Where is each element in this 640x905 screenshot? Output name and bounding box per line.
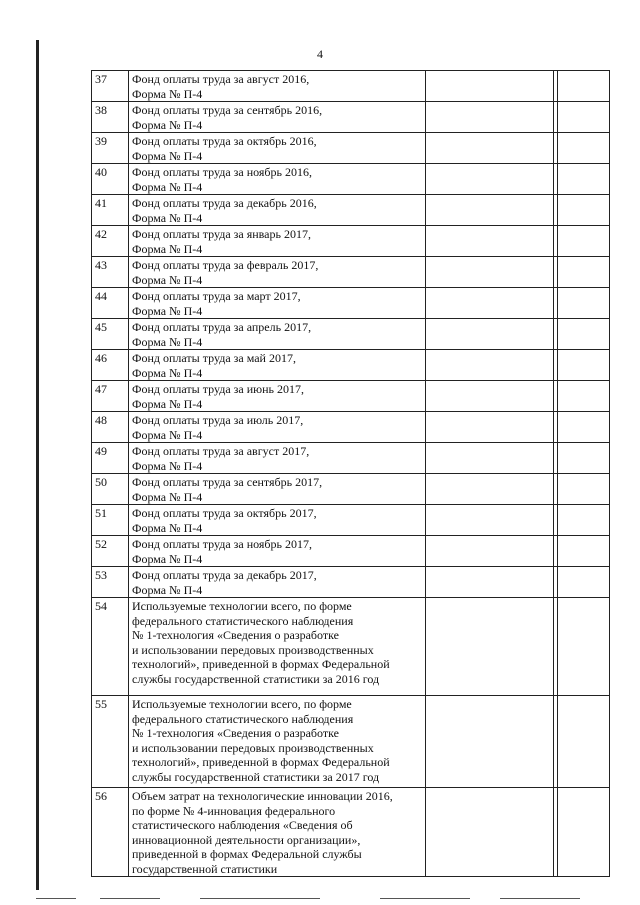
value-cell [426, 696, 554, 788]
table-body [92, 71, 610, 877]
row-description: Используемые технологии всего, по форме федерального статистического наблюдения № 1-технология «Сведения о разработке и использовании передовых производственных технологий», приведенной в формах Федеральной службы государственной статистики за 2016 год [129, 598, 426, 696]
row-description: Фонд оплаты труда за май 2017, Форма № П-4 [129, 350, 426, 381]
note-cell [558, 257, 610, 288]
row-number: 45 [92, 319, 129, 350]
table-row [92, 536, 610, 567]
value-cell [426, 505, 554, 536]
row-description: Фонд оплаты труда за ноябрь 2017, Форма № П-4 [129, 536, 426, 567]
scan-bottom-line [500, 898, 580, 899]
table-row [92, 788, 610, 877]
note-cell [558, 381, 610, 412]
note-cell [558, 288, 610, 319]
table-row [92, 102, 610, 133]
row-description: Фонд оплаты труда за сентябрь 2016, Форма № П-4 [129, 102, 426, 133]
row-description: Фонд оплаты труда за октябрь 2016, Форма № П-4 [129, 133, 426, 164]
row-description: Фонд оплаты труда за март 2017, Форма № П-4 [129, 288, 426, 319]
table-row [92, 226, 610, 257]
value-cell [426, 226, 554, 257]
value-cell [426, 164, 554, 195]
value-cell [426, 71, 554, 102]
scan-bottom-line [100, 898, 160, 899]
scan-bottom-line [200, 898, 320, 899]
row-number: 53 [92, 567, 129, 598]
row-number: 51 [92, 505, 129, 536]
note-cell [558, 195, 610, 226]
table-row [92, 319, 610, 350]
value-cell [426, 195, 554, 226]
note-cell [558, 536, 610, 567]
table-row [92, 567, 610, 598]
note-cell [558, 164, 610, 195]
value-cell [426, 350, 554, 381]
scan-bottom-line [36, 898, 76, 899]
row-description: Фонд оплаты труда за октябрь 2017, Форма № П-4 [129, 505, 426, 536]
row-number: 37 [92, 71, 129, 102]
row-description: Фонд оплаты труда за апрель 2017, Форма № П-4 [129, 319, 426, 350]
row-number: 39 [92, 133, 129, 164]
value-cell [426, 319, 554, 350]
note-cell [558, 696, 610, 788]
row-number: 40 [92, 164, 129, 195]
table-row [92, 443, 610, 474]
row-number: 46 [92, 350, 129, 381]
row-description: Фонд оплаты труда за ноябрь 2016, Форма № П-4 [129, 164, 426, 195]
table-row [92, 696, 610, 788]
row-description: Объем затрат на технологические инновации 2016, по форме № 4-инновация федерального статистического наблюдения «Сведения об инновационной деятельности организации», приведенной в формах Федеральной службы государственной статистики [129, 788, 426, 877]
row-description: Фонд оплаты труда за декабрь 2016, Форма № П-4 [129, 195, 426, 226]
table-row [92, 164, 610, 195]
scan-bottom-line [380, 898, 470, 899]
note-cell [558, 102, 610, 133]
row-number: 52 [92, 536, 129, 567]
table-row [92, 598, 610, 696]
value-cell [426, 133, 554, 164]
note-cell [558, 505, 610, 536]
row-number: 42 [92, 226, 129, 257]
row-number: 44 [92, 288, 129, 319]
note-cell [558, 567, 610, 598]
row-number: 38 [92, 102, 129, 133]
row-number: 50 [92, 474, 129, 505]
note-cell [558, 443, 610, 474]
table-row [92, 474, 610, 505]
page-number: 4 [317, 47, 323, 61]
table-row [92, 412, 610, 443]
table-row [92, 257, 610, 288]
row-description: Используемые технологии всего, по форме федерального статистического наблюдения № 1-технология «Сведения о разработке и использовании передовых производственных технологий», приведенной в формах Федеральной службы государственной статистики за 2017 год [129, 696, 426, 788]
row-description: Фонд оплаты труда за февраль 2017, Форма № П-4 [129, 257, 426, 288]
value-cell [426, 381, 554, 412]
table-row [92, 195, 610, 226]
value-cell [426, 788, 554, 877]
row-description: Фонд оплаты труда за июль 2017, Форма № П-4 [129, 412, 426, 443]
note-cell [558, 133, 610, 164]
note-cell [558, 226, 610, 257]
value-cell [426, 257, 554, 288]
row-number: 54 [92, 598, 129, 696]
scan-edge-line [36, 40, 39, 890]
row-number: 48 [92, 412, 129, 443]
table-row [92, 71, 610, 102]
table-row [92, 381, 610, 412]
note-cell [558, 412, 610, 443]
row-number: 43 [92, 257, 129, 288]
table-row [92, 350, 610, 381]
note-cell [558, 350, 610, 381]
note-cell [558, 598, 610, 696]
table-row [92, 133, 610, 164]
value-cell [426, 102, 554, 133]
value-cell [426, 536, 554, 567]
row-number: 41 [92, 195, 129, 226]
row-description: Фонд оплаты труда за январь 2017, Форма № П-4 [129, 226, 426, 257]
row-description: Фонд оплаты труда за декабрь 2017, Форма № П-4 [129, 567, 426, 598]
row-description: Фонд оплаты труда за август 2016, Форма № П-4 [129, 71, 426, 102]
row-description: Фонд оплаты труда за август 2017, Форма № П-4 [129, 443, 426, 474]
row-number: 55 [92, 696, 129, 788]
note-cell [558, 474, 610, 505]
row-description: Фонд оплаты труда за июнь 2017, Форма № П-4 [129, 381, 426, 412]
value-cell [426, 412, 554, 443]
note-cell [558, 319, 610, 350]
note-cell [558, 788, 610, 877]
value-cell [426, 567, 554, 598]
row-description: Фонд оплаты труда за сентябрь 2017, Форма № П-4 [129, 474, 426, 505]
row-number: 56 [92, 788, 129, 877]
value-cell [426, 443, 554, 474]
value-cell [426, 598, 554, 696]
indicators-table [91, 70, 610, 877]
table-row [92, 505, 610, 536]
value-cell [426, 474, 554, 505]
row-number: 49 [92, 443, 129, 474]
note-cell [558, 71, 610, 102]
value-cell [426, 288, 554, 319]
table-row [92, 288, 610, 319]
row-number: 47 [92, 381, 129, 412]
